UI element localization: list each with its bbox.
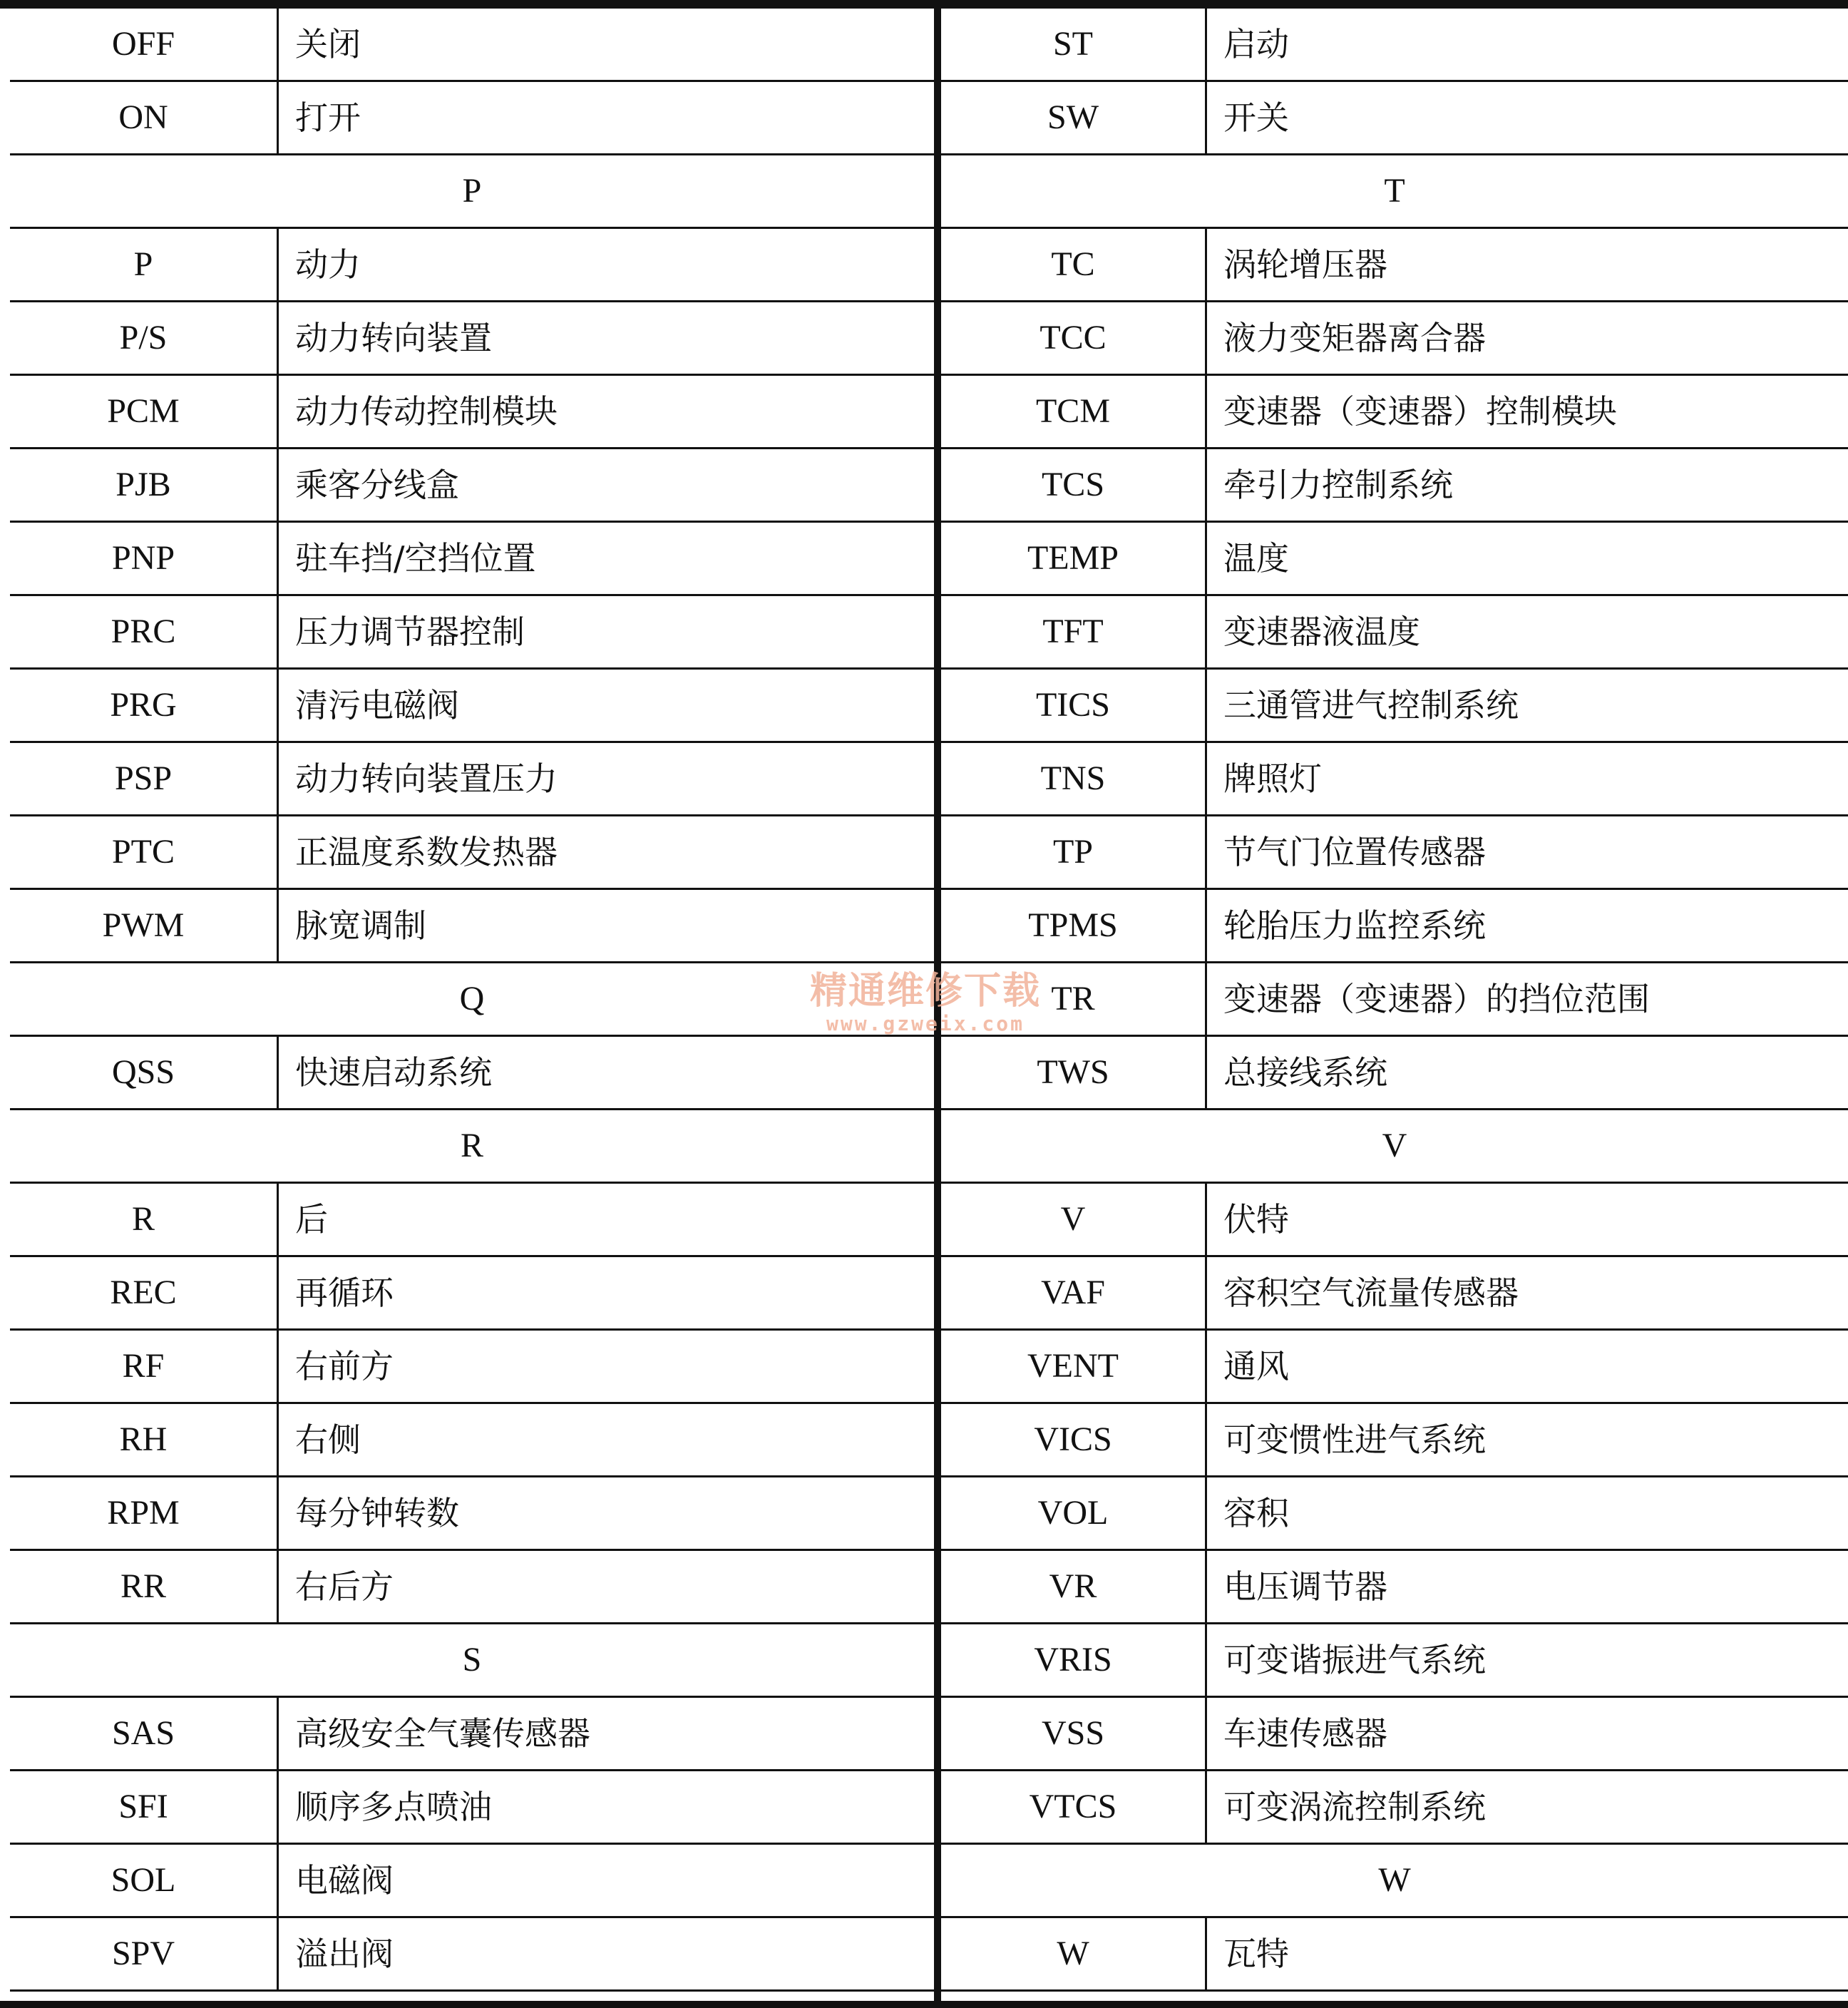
table-row xyxy=(10,670,934,743)
cell-divider xyxy=(277,1551,279,1622)
abbreviation-meaning: 动力 xyxy=(295,245,361,284)
abbreviation-meaning: 电压调节器 xyxy=(1223,1567,1387,1606)
table-row xyxy=(10,743,934,816)
abbreviation-code: QSS xyxy=(111,1053,175,1091)
abbreviation-code: RH xyxy=(119,1420,168,1458)
cell-divider xyxy=(1205,1698,1207,1769)
table-row xyxy=(941,1404,1848,1477)
cell-divider xyxy=(277,890,279,961)
cell-divider xyxy=(1205,229,1207,300)
table-row xyxy=(10,1331,934,1404)
abbreviation-meaning: 容积空气流量传感器 xyxy=(1223,1274,1519,1312)
table-row xyxy=(10,523,934,596)
table-row xyxy=(941,816,1848,890)
abbreviation-meaning: 节气门位置传感器 xyxy=(1223,833,1486,871)
cell-divider xyxy=(1205,1037,1207,1108)
abbreviation-code: TPMS xyxy=(1028,906,1118,944)
cell-divider xyxy=(1205,1404,1207,1475)
cell-divider xyxy=(277,1331,279,1402)
abbreviation-meaning: 动力转向装置 xyxy=(295,319,492,357)
table-row xyxy=(941,1037,1848,1110)
watermark-name: 精通维修下载 xyxy=(809,970,1041,1013)
abbreviation-meaning: 三通管进气控制系统 xyxy=(1223,686,1519,724)
abbreviation-meaning: 高级安全气囊传感器 xyxy=(295,1714,590,1753)
abbreviation-code: SW xyxy=(1047,98,1099,136)
cell-divider xyxy=(277,523,279,594)
table-row xyxy=(10,9,934,82)
cell-divider xyxy=(277,1771,279,1843)
abbreviation-code: PRG xyxy=(110,686,177,724)
watermark-url: www.gzweix.com xyxy=(826,1012,1025,1035)
table-row xyxy=(941,670,1848,743)
abbreviation-code: RPM xyxy=(107,1494,180,1532)
table-row xyxy=(10,1184,934,1257)
bottom-rule xyxy=(0,2001,1848,2008)
abbreviation-meaning: 伏特 xyxy=(1223,1200,1289,1239)
abbreviation-code: ON xyxy=(118,98,168,136)
abbreviation-code: ST xyxy=(1052,25,1093,63)
cell-divider xyxy=(1205,963,1207,1035)
cell-divider xyxy=(1205,1551,1207,1622)
abbreviation-code: SAS xyxy=(111,1714,175,1752)
cell-divider xyxy=(277,9,279,80)
abbreviation-column-right xyxy=(941,9,1848,1992)
abbreviation-code: TEMP xyxy=(1027,539,1119,577)
abbreviation-meaning: 温度 xyxy=(1223,539,1289,578)
table-row xyxy=(10,449,934,523)
abbreviation-meaning: 快速启动系统 xyxy=(295,1053,492,1092)
section-letter: V xyxy=(1382,1127,1407,1164)
cell-divider xyxy=(1205,523,1207,594)
cell-divider xyxy=(1205,670,1207,741)
cell-divider xyxy=(277,1918,279,1989)
abbreviation-meaning: 动力转向装置压力 xyxy=(295,759,558,798)
abbreviation-meaning: 脉宽调制 xyxy=(295,906,426,945)
abbreviation-meaning: 变速器液温度 xyxy=(1223,613,1420,651)
cell-divider xyxy=(277,1477,279,1549)
abbreviation-code: PWM xyxy=(102,906,185,944)
section-letter: Q xyxy=(459,980,485,1018)
abbreviation-code: V xyxy=(1060,1200,1086,1238)
cell-divider xyxy=(1205,816,1207,888)
table-row xyxy=(941,1698,1848,1771)
cell-divider xyxy=(277,596,279,667)
section-header-row xyxy=(941,1110,1848,1184)
abbreviation-column-left xyxy=(10,9,934,1992)
section-header-row xyxy=(10,1624,934,1698)
cell-divider xyxy=(1205,596,1207,667)
abbreviation-code: RF xyxy=(122,1347,165,1385)
cell-divider xyxy=(1205,9,1207,80)
cell-divider xyxy=(277,1184,279,1255)
abbreviation-meaning: 可变谐振进气系统 xyxy=(1223,1641,1486,1679)
table-row xyxy=(941,1918,1848,1992)
abbreviation-code: PNP xyxy=(111,539,175,577)
abbreviation-code: SPV xyxy=(111,1935,175,1972)
abbreviation-code: REC xyxy=(110,1274,177,1311)
cell-divider xyxy=(1205,302,1207,374)
section-header-row xyxy=(10,963,934,1037)
abbreviation-code: VOL xyxy=(1037,1494,1109,1532)
abbreviation-code: P/S xyxy=(119,319,168,357)
abbreviation-code: SFI xyxy=(118,1788,168,1825)
abbreviation-code: TNS xyxy=(1040,759,1106,797)
table-row xyxy=(941,743,1848,816)
abbreviation-code: TP xyxy=(1052,833,1093,871)
table-row xyxy=(941,376,1848,449)
abbreviation-code: PCM xyxy=(107,392,180,430)
column-divider xyxy=(934,0,941,2001)
table-row xyxy=(941,9,1848,82)
cell-divider xyxy=(277,743,279,814)
table-row xyxy=(10,596,934,670)
section-header-row xyxy=(10,1110,934,1184)
section-letter: R xyxy=(460,1127,483,1164)
section-header-row xyxy=(10,155,934,229)
abbreviation-meaning: 牵引力控制系统 xyxy=(1223,466,1453,504)
cell-divider xyxy=(1205,1624,1207,1696)
table-row xyxy=(941,596,1848,670)
abbreviation-meaning: 乘客分线盒 xyxy=(295,466,459,504)
cell-divider xyxy=(1205,1331,1207,1402)
abbreviation-code: P xyxy=(133,245,153,283)
table-row xyxy=(10,1771,934,1845)
abbreviation-meaning: 右侧 xyxy=(295,1420,361,1459)
cell-divider xyxy=(1205,1477,1207,1549)
table-row xyxy=(10,1404,934,1477)
abbreviation-code: TCM xyxy=(1035,392,1110,430)
abbreviation-meaning: 变速器（变速器）的挡位范围 xyxy=(1223,980,1650,1018)
cell-divider xyxy=(277,229,279,300)
abbreviation-meaning: 后 xyxy=(295,1200,328,1239)
table-row xyxy=(10,890,934,963)
abbreviation-code: VTCS xyxy=(1029,1788,1117,1825)
abbreviation-meaning: 正温度系数发热器 xyxy=(295,833,558,871)
table-row xyxy=(941,1624,1848,1698)
abbreviation-code: VICS xyxy=(1034,1420,1112,1458)
cell-divider xyxy=(1205,1257,1207,1328)
cell-divider xyxy=(1205,449,1207,521)
table-row xyxy=(941,1257,1848,1331)
abbreviation-meaning: 牌照灯 xyxy=(1223,759,1322,798)
abbreviation-code: RR xyxy=(120,1567,167,1605)
abbreviation-meaning: 轮胎压力监控系统 xyxy=(1223,906,1486,945)
abbreviation-code: TFT xyxy=(1042,613,1104,650)
top-rule xyxy=(0,0,1848,9)
section-header-row xyxy=(941,1845,1848,1918)
section-letter: W xyxy=(1378,1861,1411,1899)
abbreviation-meaning: 压力调节器控制 xyxy=(295,613,525,651)
cell-divider xyxy=(277,1698,279,1769)
abbreviation-meaning: 右后方 xyxy=(295,1567,394,1606)
abbreviation-meaning: 总接线系统 xyxy=(1223,1053,1387,1092)
abbreviation-meaning: 溢出阀 xyxy=(295,1935,394,1973)
table-row xyxy=(941,302,1848,376)
section-header-row xyxy=(941,155,1848,229)
table-row xyxy=(941,449,1848,523)
abbreviation-meaning: 可变惯性进气系统 xyxy=(1223,1420,1486,1459)
abbreviation-code: PRC xyxy=(111,613,176,650)
cell-divider xyxy=(277,82,279,153)
abbreviation-code: TC xyxy=(1051,245,1095,283)
cell-divider xyxy=(1205,1771,1207,1843)
abbreviation-meaning: 车速传感器 xyxy=(1223,1714,1387,1753)
abbreviation-meaning: 动力传动控制模块 xyxy=(295,392,558,431)
cell-divider xyxy=(277,1845,279,1916)
cell-divider xyxy=(1205,376,1207,447)
abbreviation-code: TICS xyxy=(1035,686,1110,724)
abbreviation-meaning: 电磁阀 xyxy=(295,1861,394,1900)
cell-divider xyxy=(277,449,279,521)
section-letter: S xyxy=(462,1641,482,1679)
abbreviation-code: SOL xyxy=(111,1861,176,1899)
abbreviation-code: R xyxy=(131,1200,155,1238)
section-letter: T xyxy=(1384,172,1405,210)
cell-divider xyxy=(1205,1918,1207,1989)
table-row xyxy=(941,1551,1848,1624)
cell-divider xyxy=(277,816,279,888)
abbreviation-meaning: 驻车挡/空挡位置 xyxy=(295,539,536,578)
cell-divider xyxy=(1205,82,1207,153)
cell-divider xyxy=(277,670,279,741)
abbreviation-code: TR xyxy=(1051,980,1095,1018)
table-row xyxy=(10,376,934,449)
cell-divider xyxy=(277,1257,279,1328)
section-letter: P xyxy=(462,172,482,210)
abbreviation-code: PTC xyxy=(111,833,175,871)
abbreviation-code: OFF xyxy=(111,25,175,63)
abbreviation-code: VENT xyxy=(1027,1347,1119,1385)
cell-divider xyxy=(1205,1184,1207,1255)
abbreviation-code: VR xyxy=(1049,1567,1097,1605)
table-row xyxy=(10,1845,934,1918)
table-row xyxy=(10,1918,934,1992)
table-row xyxy=(941,523,1848,596)
abbreviation-code: PSP xyxy=(114,759,173,797)
cell-divider xyxy=(277,1037,279,1108)
abbreviation-meaning: 液力变矩器离合器 xyxy=(1223,319,1486,357)
cell-divider xyxy=(277,1404,279,1475)
abbreviation-meaning: 涡轮增压器 xyxy=(1223,245,1387,284)
abbreviation-meaning: 容积 xyxy=(1223,1494,1289,1532)
table-row xyxy=(10,302,934,376)
cell-divider xyxy=(277,302,279,374)
abbreviation-code: VAF xyxy=(1041,1274,1105,1311)
table-row xyxy=(941,963,1848,1037)
table-row xyxy=(941,1184,1848,1257)
cell-divider xyxy=(1205,890,1207,961)
abbreviation-meaning: 瓦特 xyxy=(1223,1935,1289,1973)
cell-divider xyxy=(277,376,279,447)
table-row xyxy=(10,816,934,890)
abbreviation-code: PJB xyxy=(115,466,171,503)
abbreviation-meaning: 启动 xyxy=(1223,25,1289,63)
abbreviation-code: W xyxy=(1057,1935,1089,1972)
cell-divider xyxy=(1205,743,1207,814)
table-row xyxy=(941,1771,1848,1845)
table-row xyxy=(10,1257,934,1331)
abbreviation-code: TCS xyxy=(1041,466,1105,503)
abbreviation-meaning: 每分钟转数 xyxy=(295,1494,459,1532)
abbreviation-meaning: 清污电磁阀 xyxy=(295,686,459,724)
abbreviation-meaning: 顺序多点喷油 xyxy=(295,1788,492,1826)
table-row xyxy=(941,82,1848,155)
table-row xyxy=(10,82,934,155)
table-row xyxy=(941,890,1848,963)
table-row xyxy=(941,229,1848,302)
abbreviation-code: VSS xyxy=(1041,1714,1105,1752)
table-row xyxy=(10,1551,934,1624)
table-row xyxy=(10,1698,934,1771)
abbreviation-meaning: 通风 xyxy=(1223,1347,1289,1385)
table-row xyxy=(10,1477,934,1551)
abbreviation-code: TWS xyxy=(1037,1053,1109,1091)
abbreviation-meaning: 打开 xyxy=(295,98,361,137)
abbreviation-meaning: 可变涡流控制系统 xyxy=(1223,1788,1486,1826)
abbreviation-meaning: 关闭 xyxy=(295,25,361,63)
abbreviation-meaning: 开关 xyxy=(1223,98,1289,137)
abbreviation-meaning: 变速器（变速器）控制模块 xyxy=(1223,392,1617,431)
table-row xyxy=(10,229,934,302)
abbreviation-code: VRIS xyxy=(1034,1641,1112,1679)
abbreviation-meaning: 再循环 xyxy=(295,1274,394,1312)
table-row xyxy=(941,1477,1848,1551)
abbreviation-meaning: 右前方 xyxy=(295,1347,394,1385)
abbreviation-code: TCC xyxy=(1040,319,1107,357)
table-row xyxy=(10,1037,934,1110)
table-row xyxy=(941,1331,1848,1404)
